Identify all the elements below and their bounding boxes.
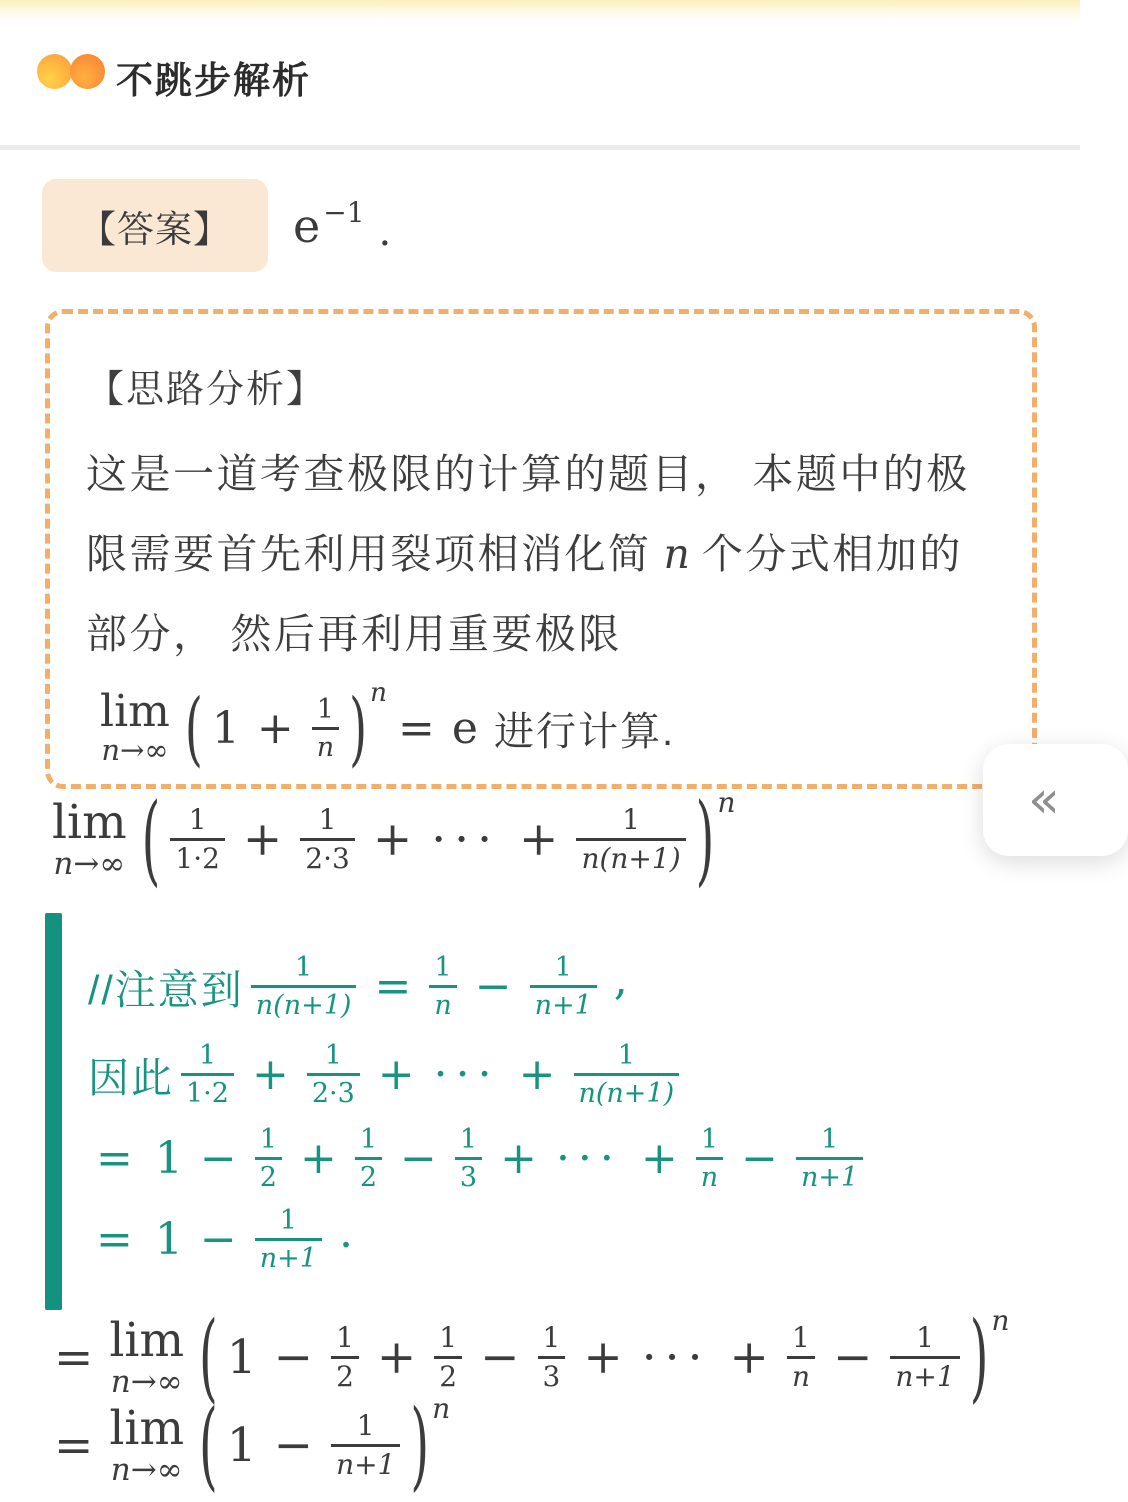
- fraction-numerator: 1: [459, 1124, 478, 1155]
- fraction-denominator: n(n+1): [251, 985, 357, 1021]
- open-paren: (: [199, 1301, 218, 1414]
- fraction: [434, 1322, 462, 1393]
- derivation-line-2: [48, 1389, 451, 1502]
- equals-operator: =: [54, 1418, 94, 1474]
- fraction-numerator: 1: [542, 1321, 561, 1355]
- answer-label-chip: 【答案】: [42, 179, 268, 272]
- fraction: [355, 1124, 382, 1193]
- note-line-2: [88, 1040, 686, 1109]
- math-token: 1: [226, 1418, 257, 1474]
- fraction-numerator: 1: [554, 952, 572, 983]
- plus-operator: +: [242, 812, 283, 868]
- answer-exponent: −1: [323, 195, 365, 229]
- limit-word: lim: [52, 795, 127, 850]
- minus-operator: −: [273, 1330, 314, 1386]
- fraction: [455, 1124, 482, 1193]
- limit-operator: [109, 1313, 185, 1401]
- double-chevron-left-icon: «: [1028, 770, 1060, 830]
- note-line-1: [88, 952, 628, 1021]
- equals-operator: =: [398, 702, 435, 754]
- fraction-denominator: n+1: [890, 1356, 959, 1393]
- fraction-numerator: 1: [434, 952, 452, 983]
- minus-operator: −: [400, 1133, 437, 1185]
- fraction-denominator: 2: [255, 1157, 282, 1193]
- plus-operator: +: [640, 1133, 678, 1185]
- fraction-numerator: 1: [792, 1321, 810, 1355]
- fraction-numerator: 1: [279, 1205, 297, 1236]
- limit-operator: [100, 686, 170, 768]
- limit-subscript: n→∞: [101, 733, 169, 768]
- answer-value: [293, 186, 391, 266]
- fraction-denominator: 2: [355, 1157, 382, 1193]
- fraction-denominator: 3: [455, 1157, 482, 1193]
- fraction: [538, 1322, 566, 1393]
- collapse-panel-button[interactable]: [983, 744, 1128, 856]
- analysis-heading: 【思路分析】: [86, 369, 327, 411]
- analysis-var-n: n: [663, 530, 690, 578]
- fraction-denominator: 3: [538, 1356, 566, 1393]
- fraction-denominator: n+1: [331, 1444, 400, 1481]
- fraction: [331, 1410, 400, 1481]
- equals-operator: =: [374, 961, 412, 1013]
- fraction-numerator: 1: [198, 1040, 217, 1071]
- minus-operator: −: [273, 1418, 314, 1474]
- minus-operator: −: [474, 961, 512, 1013]
- close-paren: ): [969, 1301, 989, 1414]
- fraction: [255, 1124, 282, 1193]
- minus-operator: −: [832, 1330, 873, 1386]
- fraction-numerator: 1: [622, 803, 640, 837]
- fraction-denominator: n+1: [255, 1238, 322, 1274]
- limit-word: lim: [109, 1313, 185, 1368]
- fraction-denominator: n(n+1): [574, 1073, 680, 1109]
- fraction-denominator: n: [312, 727, 339, 763]
- fraction: [251, 952, 357, 1021]
- plus-operator: +: [377, 1049, 415, 1101]
- open-paren: (: [184, 680, 203, 776]
- equals-operator: =: [96, 1214, 133, 1266]
- open-paren: (: [199, 1389, 218, 1502]
- fraction-denominator: 1·2: [181, 1073, 234, 1109]
- note-then-text: 因此: [88, 1055, 174, 1102]
- math-token: 1: [211, 702, 240, 754]
- fraction: [255, 1205, 322, 1274]
- plus-operator: +: [372, 812, 413, 868]
- minus-operator: −: [480, 1330, 520, 1386]
- math-token-e: e: [451, 702, 478, 754]
- exponent-n: n: [432, 1392, 451, 1425]
- ellipsis: ···: [555, 1133, 622, 1185]
- brand-dots-icon: [37, 54, 107, 90]
- fraction-numerator: 1: [259, 1124, 277, 1155]
- comma-token: ,: [613, 954, 628, 1006]
- note-line-3: [90, 1124, 870, 1193]
- analysis-line-1: 这是一道考查极限的计算的题目， 本题中的极: [86, 451, 970, 497]
- plus-operator: +: [519, 812, 559, 868]
- plus-operator: +: [251, 1049, 289, 1101]
- fraction: [307, 1040, 360, 1109]
- analysis-line-2-pre: 限需要首先利用裂项相消化简: [86, 531, 652, 577]
- fraction: [796, 1124, 863, 1193]
- minus-operator: −: [199, 1133, 237, 1185]
- period-token: .: [338, 1207, 353, 1259]
- fraction: [312, 694, 339, 763]
- fraction-numerator: 1: [700, 1124, 719, 1155]
- fraction-numerator: 1: [916, 1321, 934, 1355]
- brand-dot-left-icon: [37, 54, 72, 89]
- fraction: [181, 1040, 234, 1109]
- derivation-line-1: [48, 1301, 1010, 1414]
- answer-period: .: [378, 209, 392, 255]
- analysis-line-2-post: 个分式相加的: [701, 531, 963, 577]
- fraction: [890, 1322, 959, 1393]
- fraction: [170, 804, 225, 875]
- fraction-denominator: n(n+1): [576, 838, 685, 875]
- fraction-numerator: 1: [318, 803, 337, 837]
- plus-operator: +: [518, 1049, 556, 1101]
- fraction-denominator: n: [696, 1157, 723, 1193]
- page-title: 不跳步解析: [116, 60, 311, 101]
- limit-word: lim: [100, 686, 170, 737]
- fraction-denominator: 1·2: [170, 838, 225, 875]
- fraction-numerator: 1: [295, 952, 313, 983]
- note-line-4: [90, 1205, 353, 1274]
- fraction-denominator: n+1: [796, 1157, 863, 1193]
- analysis-line-3: 部分， 然后再利用重要极限: [86, 611, 622, 657]
- fraction-denominator: n: [787, 1356, 815, 1393]
- exponent-n: n: [991, 1304, 1010, 1337]
- ellipsis: ···: [431, 812, 501, 868]
- equals-operator: =: [54, 1330, 94, 1386]
- fraction-numerator: 1: [324, 1040, 342, 1071]
- limit-word: lim: [109, 1401, 185, 1456]
- formula-suffix-text: 进行计算.: [493, 709, 676, 754]
- open-paren: (: [141, 782, 161, 898]
- fraction-denominator: 2·3: [307, 1073, 360, 1109]
- note-intro-text: //注意到: [88, 967, 244, 1014]
- fraction: [331, 1322, 359, 1393]
- plus-operator: +: [376, 1330, 417, 1386]
- close-paren: ): [410, 1389, 430, 1502]
- header-divider: [0, 145, 1080, 150]
- exponent-n: n: [717, 786, 736, 819]
- ellipsis: ···: [433, 1049, 500, 1101]
- fraction-numerator: 1: [356, 1409, 375, 1443]
- ellipsis: ···: [641, 1330, 711, 1386]
- minus-operator: −: [199, 1214, 237, 1266]
- plus-operator: +: [729, 1330, 769, 1386]
- fraction: [574, 1040, 680, 1109]
- fraction-numerator: 1: [821, 1124, 839, 1155]
- plus-operator: +: [500, 1133, 537, 1185]
- fraction-numerator: 1: [316, 693, 334, 725]
- fraction: [530, 952, 597, 1021]
- fraction-numerator: 1: [439, 1321, 458, 1355]
- limit-subscript: n→∞: [110, 1364, 183, 1401]
- plus-operator: +: [299, 1133, 337, 1185]
- fraction: [300, 804, 355, 875]
- fraction-denominator: 2: [331, 1356, 359, 1393]
- fraction-numerator: 1: [188, 803, 207, 837]
- fraction-numerator: 1: [359, 1124, 377, 1155]
- fraction-denominator: n+1: [530, 985, 597, 1021]
- brand-dot-right-icon: [70, 54, 105, 89]
- answer-base: e: [293, 199, 321, 253]
- fraction: [696, 1124, 723, 1193]
- header: [0, 0, 1080, 145]
- plus-operator: +: [256, 702, 294, 754]
- math-token: 1: [226, 1330, 257, 1386]
- problem-limit-formula: [52, 782, 736, 898]
- fraction: [429, 952, 456, 1021]
- important-limit-formula: [100, 677, 1002, 776]
- minus-operator: −: [741, 1133, 779, 1185]
- fraction-denominator: 2: [434, 1356, 462, 1393]
- fraction-numerator: 1: [336, 1321, 354, 1355]
- limit-operator: [52, 795, 127, 883]
- math-token: 1: [154, 1214, 183, 1266]
- close-paren: ): [349, 680, 368, 776]
- analysis-box: [45, 309, 1037, 789]
- exponent-n: n: [370, 677, 388, 708]
- fraction: [576, 804, 685, 875]
- close-paren: ): [695, 782, 715, 898]
- fraction: [787, 1322, 815, 1393]
- limit-subscript: n→∞: [53, 846, 126, 883]
- limit-operator: [109, 1401, 185, 1489]
- limit-subscript: n→∞: [110, 1452, 183, 1489]
- plus-operator: +: [583, 1330, 623, 1386]
- fraction-denominator: n: [429, 985, 456, 1021]
- equals-operator: =: [96, 1133, 133, 1185]
- analysis-line-2: [86, 523, 1002, 603]
- math-token: 1: [154, 1133, 183, 1185]
- fraction-numerator: 1: [617, 1040, 635, 1071]
- fraction-denominator: 2·3: [300, 838, 355, 875]
- note-accent-bar: [45, 913, 62, 1310]
